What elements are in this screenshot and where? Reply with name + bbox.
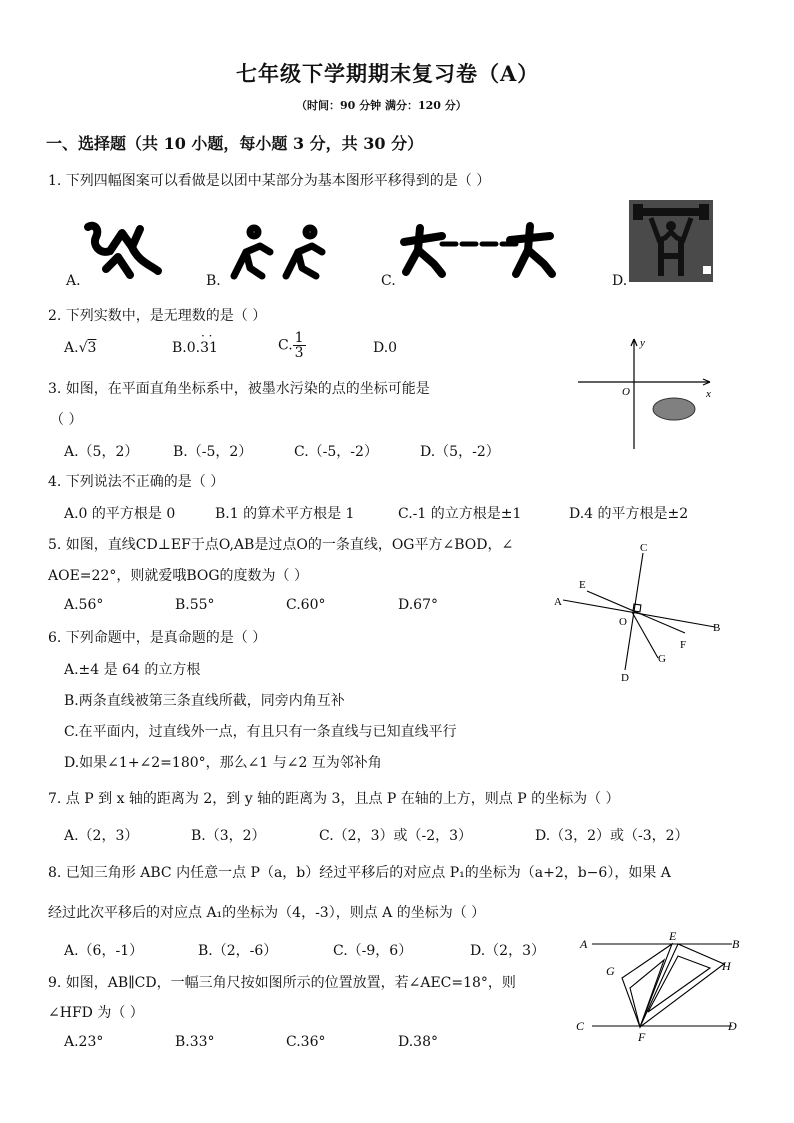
point-b-label: B [732,937,740,951]
fraction [293,331,306,360]
question-8-text-line1: 8. 已知三角形 ABC 内任意一点 P（a，b）经过平移后的对应点 P₁的坐标为（a+2，b−6），如果 A [48,865,671,881]
q4-option-d: D.4 的平方根是±2 [569,506,689,522]
question-9-text-line1: 9. 如图，AB∥CD，一幅三角尺按如图所示的位置放置，若∠AEC=18°，则 [48,975,516,991]
origin-label: O [622,386,630,398]
fraction-numerator: 1 [294,330,304,346]
q6-option-a: A.±4 是 64 的立方根 [64,662,201,678]
q6-option-b: B.两条直线被第三条直线所截，同旁内角互补 [64,693,345,709]
q5-option-d: D.67° [398,597,438,613]
question-5-text-line2: AOE=22°，则就爱哦BOG的度数为（ ） [48,568,309,584]
q6-option-c: C.在平面内，过直线外一点，有且只有一条直线与已知直线平行 [64,724,457,740]
point-d-label: D [728,1019,737,1033]
pattern-a-figure [80,215,170,285]
q3-option-c: C.（-5，-2） [294,444,378,460]
x-axis-label: x [706,388,711,400]
q2-option-c-label: C. [278,337,293,354]
q5-option-b: B.55° [175,597,215,613]
page-subtitle: （时间：90 分钟 满分：120 分） [296,99,467,112]
point-e-label: E [669,929,677,943]
sqrt-symbol: √ [78,340,88,356]
q6-option-d: D.如果∠1+∠2=180°，那么∠1 与∠2 互为邻补角 [64,755,382,771]
q1-option-a: A. [66,273,81,289]
q7-option-b: B.（3，2） [191,828,266,844]
q4-option-b: B.1 的算术平方根是 1 [215,506,355,522]
parallel-lines-triangles-figure [572,928,752,1048]
q5-option-c: C.60° [286,597,326,613]
question-3-paren: （ ） [50,412,83,428]
q5-option-a: A.56° [64,597,104,613]
q2-option-d: D.0 [373,340,398,356]
question-8-text-line2: 经过此次平移后的对应点 A₁的坐标为（4，-3），则点 A 的坐标为（ ） [48,905,486,921]
y-axis-label: y [640,337,645,349]
q4-option-a: A.0 的平方根是 0 [64,506,176,522]
point-e-label: E [579,579,586,591]
point-c-label: C [640,542,648,554]
question-4-text: 4. 下列说法不正确的是（ ） [48,474,225,490]
q9-option-a: A.23° [64,1034,104,1050]
q2-option-a-label: A. [64,340,79,356]
section-heading: 一、选择题（共 10 小题，每小题 3 分，共 30 分） [46,134,424,153]
q8-option-a: A.（6，-1） [64,943,144,959]
point-d-label: D [621,672,629,684]
point-a-label: A [554,596,562,608]
point-b-label: B [713,622,721,634]
point-f-label: F [638,1030,646,1044]
q8-option-b: B.（2，-6） [198,943,278,959]
coordinate-plane-figure [570,335,720,455]
q7-option-c: C.（2，3）或（-2，3） [319,828,473,844]
question-7-text: 7. 点 P 到 x 轴的距离为 2，到 y 轴的距离为 3，且点 P 在轴的上方，则点 P 的坐标为（ ） [48,791,620,807]
q2-option-c [278,331,306,360]
question-2-text: 2. 下列实数中，是无理数的是（ ） [48,308,267,324]
q3-option-b: B.（-5，2） [173,444,253,460]
question-5-text-line1: 5. 如图，直线CD⊥EF于点O,AB是过点O的一条直线，OG平方∠BOD，∠ [48,537,514,553]
fraction-denominator: 3 [294,345,304,361]
point-h-label: H [722,959,731,973]
q3-option-a: A.（5，2） [64,444,139,460]
q1-option-d: D. [612,273,628,289]
q3-option-d: D.（5，-2） [420,444,500,460]
question-6-text: 6. 下列命题中，是真命题的是（ ） [48,630,267,646]
q8-option-d: D.（2，3） [470,943,545,959]
q1-option-c: C. [381,273,396,289]
q4-option-c: C.-1 的立方根是±1 [398,506,522,522]
q8-option-c: C.（-9，6） [333,943,413,959]
q7-option-d: D.（3，2）或（-3，2） [535,828,689,844]
question-1-text: 1. 下列四幅图案可以看做是以团中某部分为基本图形平移得到的是（ ） [48,173,491,189]
point-c-label: C [576,1019,585,1033]
question-9-text-line2: ∠HFD 为（ ） [48,1005,144,1021]
q2-option-b: B.0.31 [172,340,218,356]
intersecting-lines-figure [545,535,735,685]
question-3-text: 3. 如图，在平面直角坐标系中，被墨水污染的点的坐标可能是 [48,381,430,397]
q9-option-c: C.36° [286,1034,326,1050]
q2-option-a-radicand: 3 [87,340,97,356]
q1-option-b: B. [206,273,221,289]
point-f-label: F [680,639,687,651]
q9-option-b: B.33° [175,1034,215,1050]
q7-option-a: A.（2，3） [64,828,139,844]
point-o-label: O [619,616,627,628]
point-a-label: A [580,937,588,951]
point-g-label: G [658,653,666,665]
pattern-d-figure [629,200,715,286]
pattern-b-figure [224,222,334,284]
pattern-c-figure [398,222,558,282]
q2-option-a [64,340,96,356]
repeating-dots: · · [201,329,213,343]
page-title: 七年级下学期期末复习卷（A） [236,61,540,86]
q9-option-d: D.38° [398,1034,438,1050]
point-g-label: G [606,964,615,978]
